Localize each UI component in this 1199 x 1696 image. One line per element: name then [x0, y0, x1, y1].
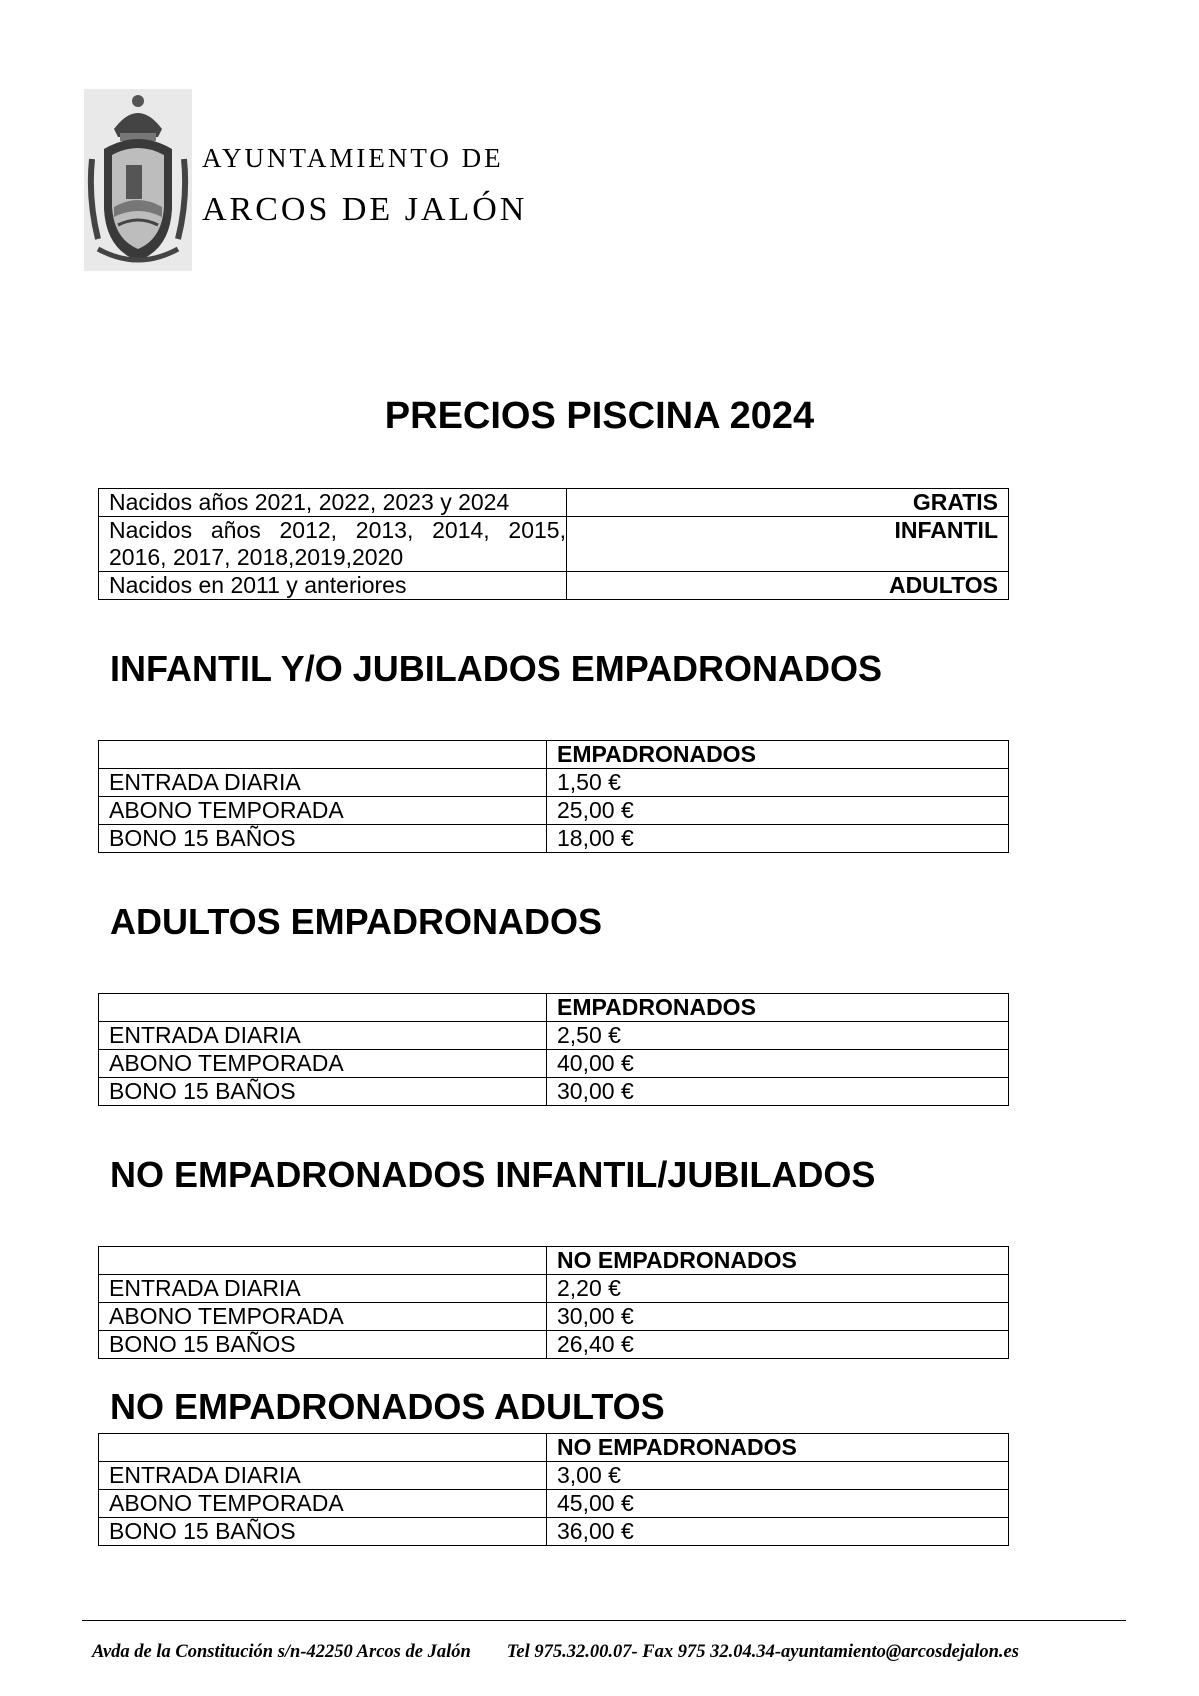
age-label: Nacidos años 2021, 2022, 2023 y 2024: [99, 489, 567, 517]
age-category: ADULTOS: [567, 572, 1009, 600]
header-line-2: ARCOS DE JALÓN: [202, 191, 528, 228]
age-category: GRATIS: [567, 489, 1009, 517]
empty-header-cell: [99, 1247, 547, 1275]
table-row: [99, 1050, 1009, 1078]
table-row: [99, 1022, 1009, 1050]
footer: [92, 1642, 1019, 1663]
price-value: 30,00 €: [547, 1303, 1009, 1331]
price-value: 25,00 €: [547, 797, 1009, 825]
table-header-row: [99, 1434, 1009, 1462]
table-row: [99, 769, 1009, 797]
price-label: ENTRADA DIARIA: [99, 1462, 547, 1490]
price-value: 40,00 €: [547, 1050, 1009, 1078]
price-table: [98, 1246, 1009, 1359]
table-row: [99, 489, 1009, 517]
table-row: [99, 1518, 1009, 1546]
price-value: 26,40 €: [547, 1331, 1009, 1359]
table-row: [99, 1490, 1009, 1518]
price-label: BONO 15 BAÑOS: [99, 1078, 547, 1106]
header-line-1: AYUNTAMIENTO DE: [202, 143, 504, 173]
table-row: [99, 1275, 1009, 1303]
table-row: [99, 572, 1009, 600]
price-value: 2,20 €: [547, 1275, 1009, 1303]
age-category: INFANTIL: [567, 517, 1009, 572]
table-row: [99, 1303, 1009, 1331]
table-row: [99, 825, 1009, 853]
price-label: ABONO TEMPORADA: [99, 1303, 547, 1331]
age-label: Nacidos años 2012, 2013, 2014, 2015, 2016, 2017, 2018,2019,2020: [99, 517, 567, 572]
column-header: NO EMPADRONADOS: [547, 1434, 1009, 1462]
section-title: ADULTOS EMPADRONADOS: [110, 901, 603, 942]
price-value: 18,00 €: [547, 825, 1009, 853]
price-value: 45,00 €: [547, 1490, 1009, 1518]
column-header: NO EMPADRONADOS: [547, 1247, 1009, 1275]
price-label: ENTRADA DIARIA: [99, 769, 547, 797]
price-label: ENTRADA DIARIA: [99, 1275, 547, 1303]
price-table: [98, 1433, 1009, 1546]
column-header: EMPADRONADOS: [547, 994, 1009, 1022]
price-label: ABONO TEMPORADA: [99, 1050, 547, 1078]
table-header-row: [99, 994, 1009, 1022]
price-table: [98, 993, 1009, 1106]
price-label: BONO 15 BAÑOS: [99, 825, 547, 853]
page-title: PRECIOS PISCINA 2024: [384, 395, 815, 437]
price-value: 36,00 €: [547, 1518, 1009, 1546]
price-value: 3,00 €: [547, 1462, 1009, 1490]
price-label: ABONO TEMPORADA: [99, 1490, 547, 1518]
footer-divider: [82, 1620, 1126, 1621]
table-header-row: [99, 1247, 1009, 1275]
price-label: BONO 15 BAÑOS: [99, 1331, 547, 1359]
empty-header-cell: [99, 1434, 547, 1462]
footer-contact: Tel 975.32.00.07- Fax 975 32.04.34-ayuntamiento@arcosdejalon.es: [506, 1642, 1019, 1662]
empty-header-cell: [99, 994, 547, 1022]
price-label: BONO 15 BAÑOS: [99, 1518, 547, 1546]
price-value: 2,50 €: [547, 1022, 1009, 1050]
table-row: [99, 797, 1009, 825]
price-value: 1,50 €: [547, 769, 1009, 797]
table-row: [99, 1462, 1009, 1490]
empty-header-cell: [99, 741, 547, 769]
table-row: [99, 517, 1009, 572]
price-label: ENTRADA DIARIA: [99, 1022, 547, 1050]
price-value: 30,00 €: [547, 1078, 1009, 1106]
age-category-table: [98, 488, 1009, 600]
coat-of-arms-icon: [84, 89, 192, 271]
section-title: NO EMPADRONADOS ADULTOS: [110, 1386, 665, 1427]
footer-address: Avda de la Constitución s/n-42250 Arcos de Jalón: [92, 1642, 471, 1662]
section-title: INFANTIL Y/O JUBILADOS EMPADRONADOS: [110, 648, 883, 689]
column-header: EMPADRONADOS: [547, 741, 1009, 769]
price-table: [98, 740, 1009, 853]
table-header-row: [99, 741, 1009, 769]
age-label: Nacidos en 2011 y anteriores: [99, 572, 567, 600]
price-label: ABONO TEMPORADA: [99, 797, 547, 825]
section-title: NO EMPADRONADOS INFANTIL/JUBILADOS: [110, 1154, 876, 1195]
table-row: [99, 1331, 1009, 1359]
table-row: [99, 1078, 1009, 1106]
